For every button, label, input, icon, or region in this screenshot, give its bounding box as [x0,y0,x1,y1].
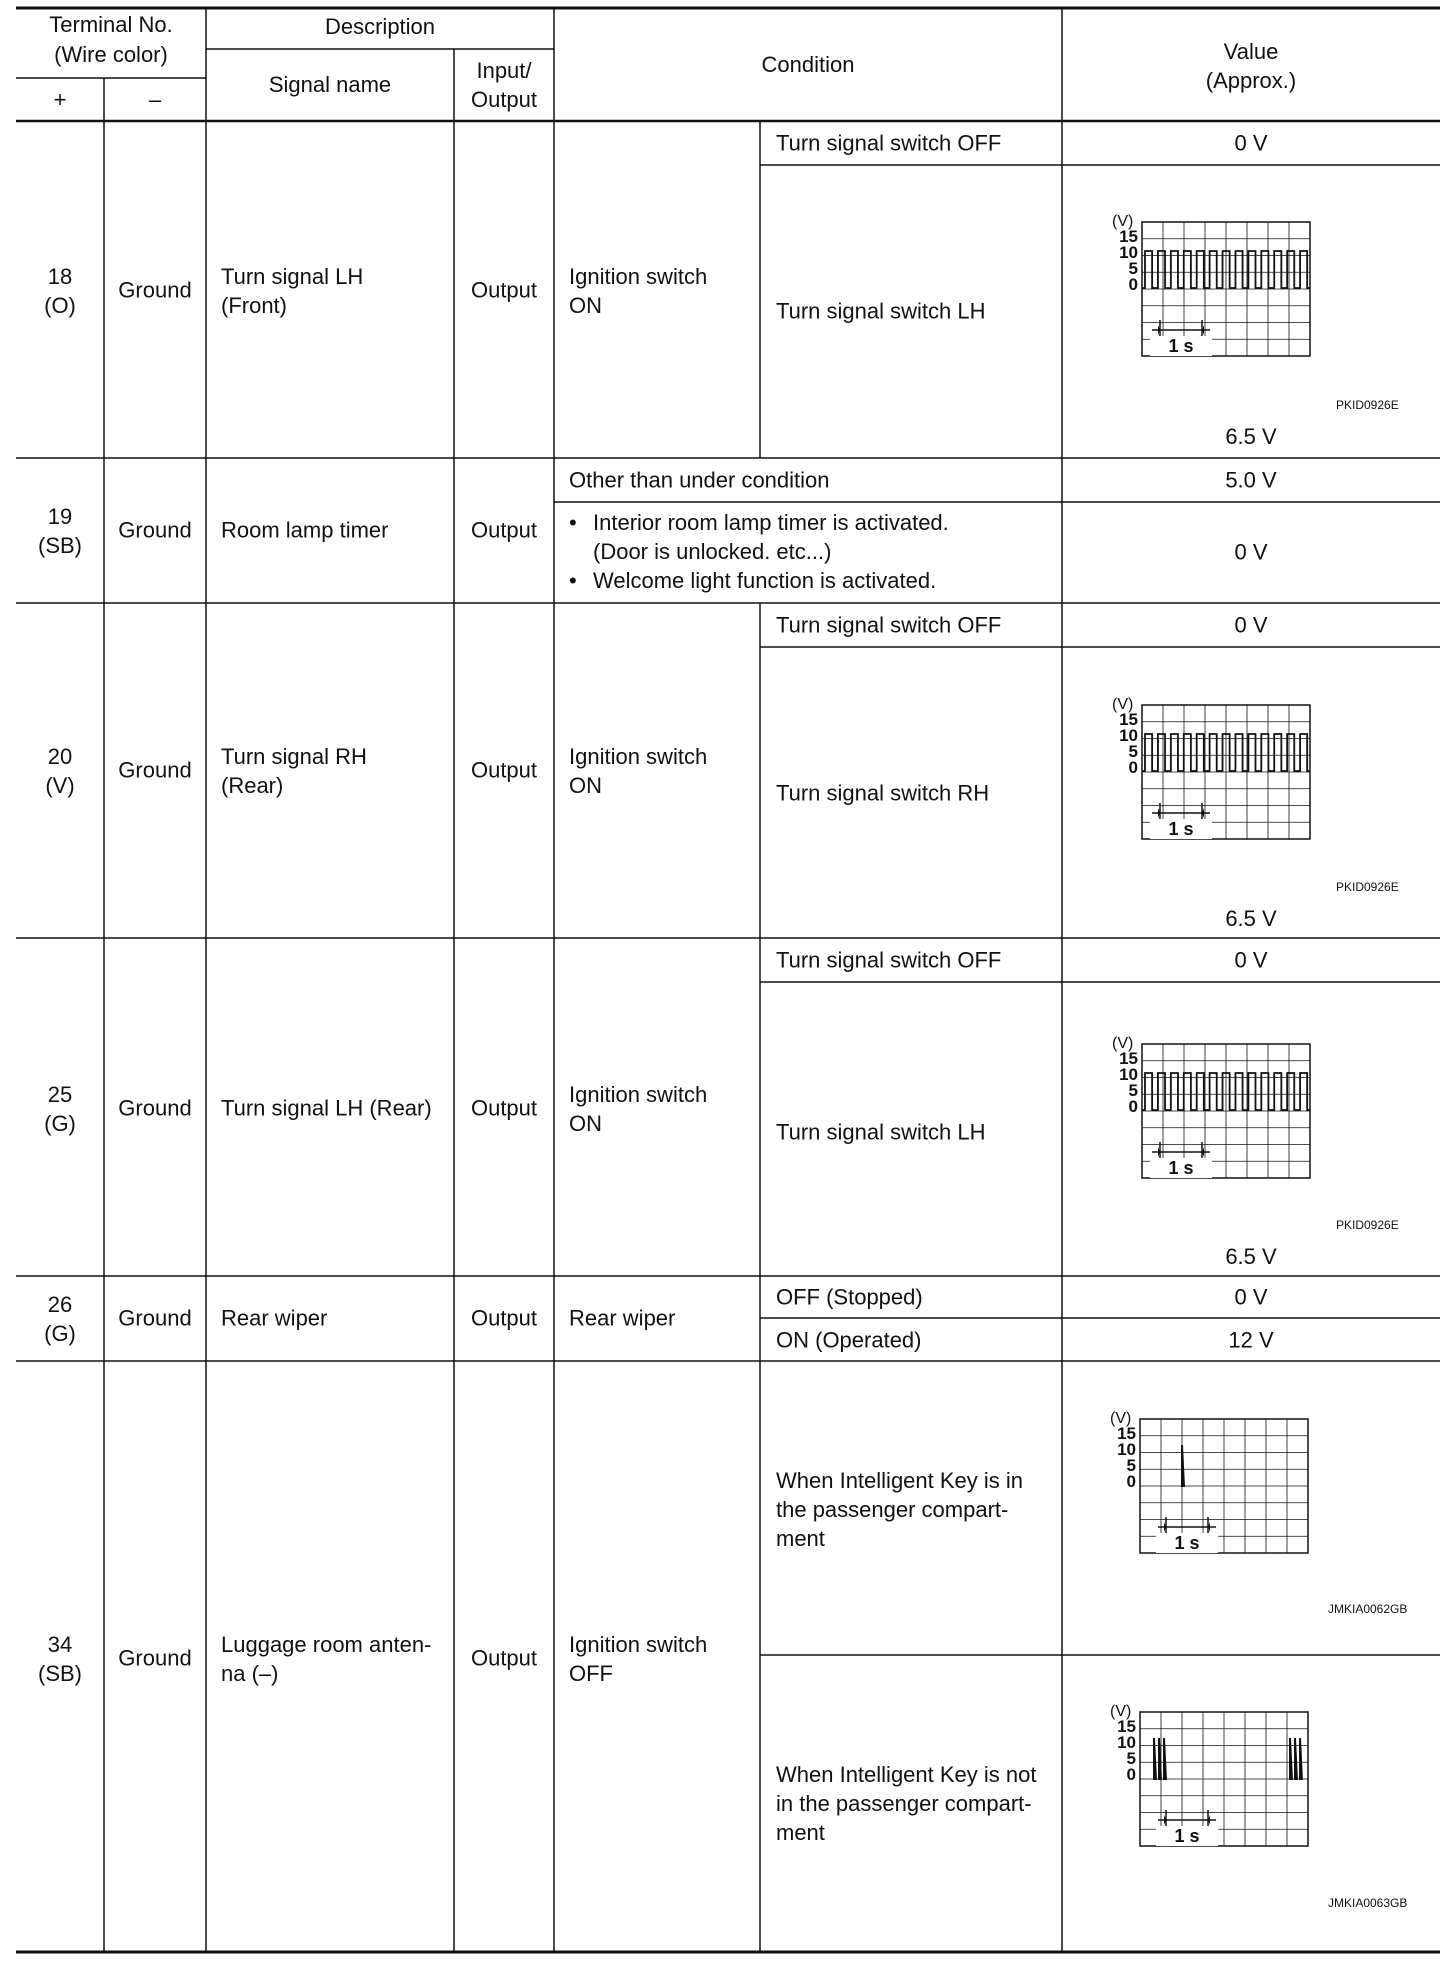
svg-text:0: 0 [1126,1472,1136,1491]
ground-label: Ground [118,277,192,303]
bullet-item-continued: (Door is unlocked. etc...) [593,539,832,564]
waveform-code: JMKIA0063GB [1328,1896,1408,1910]
bullet-item: • Welcome light function is activated. [569,568,937,593]
value: 12 V [1228,1327,1274,1353]
svg-text:10: 10 [1117,1733,1136,1752]
svg-text:15: 15 [1119,1049,1138,1068]
oscilloscope-graph [1096,206,1346,406]
terminal-number: 34 [47,1632,73,1657]
svg-text:1 s: 1 s [1168,1158,1194,1178]
header-minus: – [148,87,162,112]
io-label: Output [470,517,538,543]
header-wire-color: (Wire color) [54,42,168,67]
header-condition: Condition [761,52,855,77]
sub-condition: Turn signal switch OFF [776,947,1002,973]
sub-condition-line3: ment [776,1820,825,1845]
io-label: Output [470,1305,538,1331]
ground-label: Ground [118,1645,192,1671]
value: 0 V [1234,947,1268,973]
value: 5.0 V [1225,467,1277,493]
svg-text:(V): (V) [1112,696,1134,713]
wire-color: (SB) [38,1661,82,1686]
sub-condition: Turn signal switch LH [776,1119,986,1145]
svg-text:1 s: 1 s [1174,1826,1200,1846]
signal-name: Luggage room anten- [221,1632,432,1657]
waveform-code: PKID0926E [1336,1218,1399,1232]
svg-text:1 s: 1 s [1168,336,1194,356]
waveform-code: JMKIA0062GB [1328,1602,1408,1616]
header-value-line2: (Approx.) [1205,68,1297,93]
condition-main: Ignition switch [569,1082,708,1107]
terminal-number: 18 [47,264,73,289]
sub-condition-line3: ment [776,1526,825,1551]
value: 0 V [1234,130,1268,156]
wire-color: (V) [45,773,75,798]
value: 6.5 V [1225,906,1277,931]
svg-text:10: 10 [1117,1440,1136,1459]
ground-label: Ground [118,1095,192,1121]
header-plus: + [53,87,67,112]
waveform-code: PKID0926E [1336,398,1399,412]
sub-condition: Turn signal switch OFF [776,612,1002,638]
header-terminal-no: Terminal No. [49,12,173,37]
svg-text:0: 0 [1128,1097,1138,1116]
condition-main: Rear wiper [569,1305,676,1331]
value: 6.5 V [1225,1244,1277,1269]
svg-text:5: 5 [1126,1456,1136,1475]
signal-name-line2: (Rear) [221,773,284,798]
value: 0 V [1234,612,1268,638]
sub-condition: ON (Operated) [776,1327,922,1353]
value: 0 V [1234,1284,1268,1310]
svg-text:5: 5 [1126,1749,1136,1768]
bullet-text: Interior room lamp timer is activated. [593,510,949,535]
svg-text:5: 5 [1128,1081,1138,1100]
sub-condition: When Intelligent Key is in [776,1468,1024,1493]
sub-condition: OFF (Stopped) [776,1284,923,1310]
wire-color: (O) [44,293,76,318]
svg-text:5: 5 [1128,742,1138,761]
condition-main-line2: ON [569,773,602,798]
value: 0 V [1234,539,1268,565]
terminal-inspection-table [16,6,1440,1958]
io-label: Output [470,757,538,783]
svg-text:(V): (V) [1112,1035,1134,1052]
condition-main-line2: ON [569,1111,602,1136]
svg-text:15: 15 [1117,1717,1136,1736]
ground-label: Ground [118,517,192,543]
header-value-line1: Value [1223,39,1279,64]
signal-name: Room lamp timer [221,517,389,543]
sub-condition: Other than under condition [569,467,830,493]
value: 6.5 V [1225,424,1277,449]
svg-text:0: 0 [1126,1765,1136,1784]
bullet-text: Welcome light function is activated. [593,568,937,593]
condition-main-line2: ON [569,293,602,318]
condition-main: Ignition switch [569,744,708,769]
header-input-output-line1: Input/ [476,58,532,83]
svg-text:15: 15 [1117,1424,1136,1443]
wire-color: (G) [44,1321,76,1346]
svg-text:15: 15 [1119,710,1138,729]
signal-name: Turn signal LH [221,264,364,289]
svg-text:10: 10 [1119,1065,1138,1084]
header-description: Description [324,14,436,39]
sub-condition: Turn signal switch LH [776,298,986,324]
signal-name: Turn signal RH [221,744,367,769]
ground-label: Ground [118,1305,192,1331]
svg-text:0: 0 [1128,275,1138,294]
terminal-number: 26 [47,1292,73,1317]
signal-name-line2: (Front) [221,293,287,318]
waveform-code: PKID0926E [1336,880,1399,894]
wire-color: (SB) [38,533,82,558]
io-label: Output [470,1645,538,1671]
bullet-item: • Interior room lamp timer is activated. [569,510,949,535]
ground-label: Ground [118,757,192,783]
condition-main: Ignition switch [569,264,708,289]
sub-condition-line2: in the passenger compart- [776,1791,1032,1816]
oscilloscope-graph [1094,1403,1344,1603]
svg-text:(V): (V) [1112,213,1134,230]
oscilloscope-graph [1094,1696,1344,1896]
header-signal-name: Signal name [268,72,392,97]
sub-condition: Turn signal switch OFF [776,130,1002,156]
sub-condition: When Intelligent Key is not [776,1762,1037,1787]
svg-text:(V): (V) [1110,1410,1132,1427]
terminal-number: 20 [47,744,73,769]
condition-main-line2: OFF [569,1661,613,1686]
svg-text:0: 0 [1128,758,1138,777]
sub-condition-line2: the passenger compart- [776,1497,1009,1522]
svg-text:1 s: 1 s [1174,1533,1200,1553]
terminal-number: 25 [47,1082,73,1107]
svg-text:10: 10 [1119,243,1138,262]
terminal-number: 19 [47,504,73,529]
svg-text:(V): (V) [1110,1703,1132,1720]
oscilloscope-graph [1096,689,1346,889]
signal-name: Rear wiper [221,1305,328,1331]
wire-color: (G) [44,1111,76,1136]
svg-text:10: 10 [1119,726,1138,745]
signal-name-line2: na (–) [221,1661,279,1686]
signal-name: Turn signal LH (Rear) [221,1095,432,1121]
header-input-output-line2: Output [470,87,538,112]
oscilloscope-graph [1096,1028,1346,1228]
svg-text:15: 15 [1119,227,1138,246]
sub-condition: Turn signal switch RH [776,780,990,806]
io-label: Output [470,1095,538,1121]
svg-text:5: 5 [1128,259,1138,278]
condition-main: Ignition switch [569,1632,708,1657]
io-label: Output [470,277,538,303]
svg-text:1 s: 1 s [1168,819,1194,839]
